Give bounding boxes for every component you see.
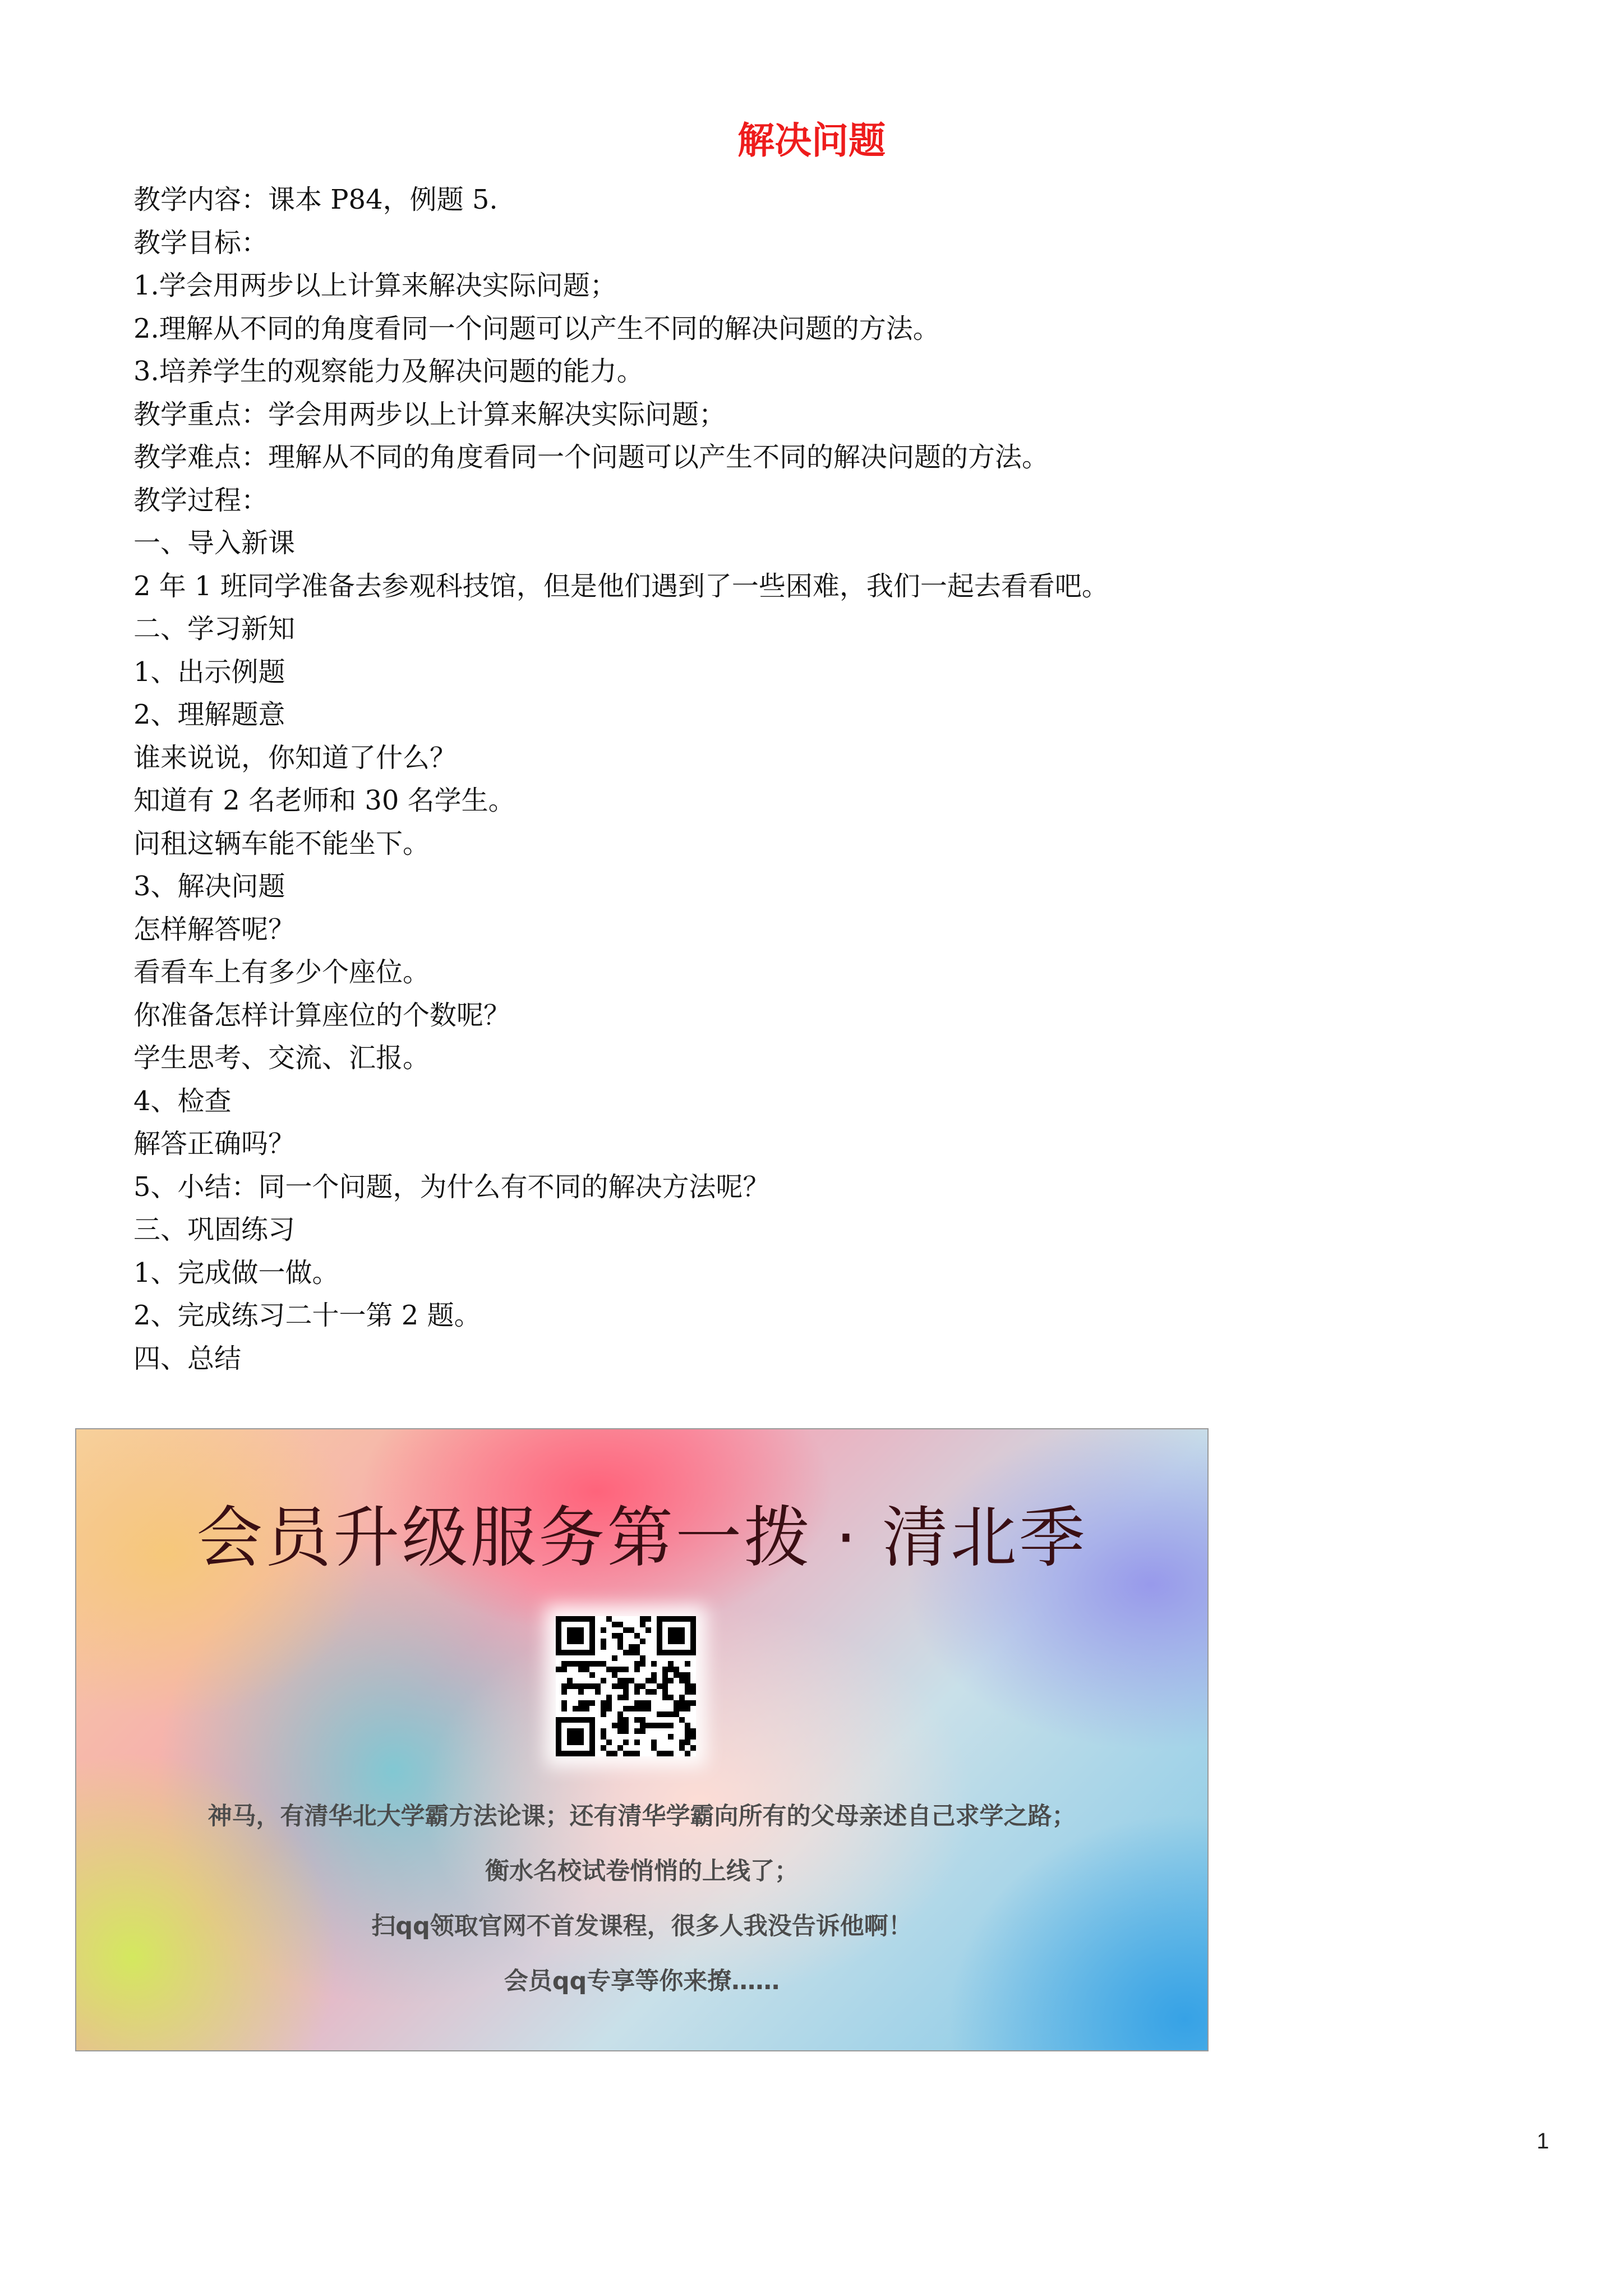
text-line: 教学重点：学会用两步以上计算来解决实际问题； xyxy=(133,398,726,430)
text-line: 看看车上有多少个座位。 xyxy=(133,956,430,988)
text-line: 教学目标： xyxy=(133,227,269,259)
text-line: 知道有 2 名老师和 30 名学生。 xyxy=(133,785,515,816)
banner-line: 衡水名校试卷悄悄的上线了； xyxy=(485,1857,799,1885)
text-line: 2.理解从不同的角度看同一个问题可以产生不同的解决问题的方法。 xyxy=(133,312,940,344)
text-line: 3.培养学生的观察能力及解决问题的能力。 xyxy=(133,356,644,387)
text-line: 教学过程： xyxy=(133,484,269,516)
text-line: 你准备怎样计算座位的个数呢？ xyxy=(133,999,511,1031)
text-line: 1.学会用两步以上计算来解决实际问题； xyxy=(133,270,617,301)
text-line: 教学难点：理解从不同的角度看同一个问题可以产生不同的解决问题的方法。 xyxy=(133,441,1049,473)
text-line: 4、检查 xyxy=(133,1085,232,1117)
text-line: 四、总结 xyxy=(133,1342,242,1374)
text-line: 学生思考、交流、汇报。 xyxy=(133,1042,430,1074)
text-line: 谁来说说，你知道了什么？ xyxy=(133,742,457,774)
text-line: 问租这辆车能不能坐下。 xyxy=(133,827,430,859)
text-line: 三、巩固练习 xyxy=(133,1214,296,1245)
text-line: 2、理解题意 xyxy=(133,699,285,730)
promo-banner[interactable] xyxy=(75,1428,1209,2051)
banner-title: 会员升级服务第一拨 · 清北季 xyxy=(196,1499,1087,1576)
banner-line: 会员qq专享等你来撩…… xyxy=(504,1967,780,1995)
page-number: 1 xyxy=(1537,2129,1550,2154)
text-line: 教学内容：课本 P84，例题 5. xyxy=(133,184,498,215)
banner-line: 神马，有清华北大学霸方法论课；还有清华学霸向所有的父母亲述自己求学之路； xyxy=(208,1802,1076,1830)
text-line: 二、学习新知 xyxy=(133,613,296,645)
text-line: 1、出示例题 xyxy=(133,656,285,688)
text-line: 一、导入新课 xyxy=(133,527,296,559)
document-title: 解决问题 xyxy=(737,118,886,162)
text-line: 2、完成练习二十一第 2 题。 xyxy=(133,1300,481,1331)
document-body xyxy=(133,178,1507,1380)
text-line: 2 年 1 班同学准备去参观科技馆，但是他们遇到了一些困难，我们一起去看看吧。 xyxy=(133,570,1109,602)
text-line: 怎样解答呢？ xyxy=(133,913,296,945)
text-line: 1、完成做一做。 xyxy=(133,1257,339,1289)
text-line: 5、小结：同一个问题，为什么有不同的解决方法呢？ xyxy=(133,1171,770,1203)
text-line: 3、解决问题 xyxy=(133,871,285,902)
qr-code-icon[interactable] xyxy=(556,1616,696,1756)
text-line: 解答正确吗？ xyxy=(133,1128,296,1159)
banner-line: 扫qq领取官网不首发课程，很多人我没告诉他啊！ xyxy=(371,1912,912,1940)
